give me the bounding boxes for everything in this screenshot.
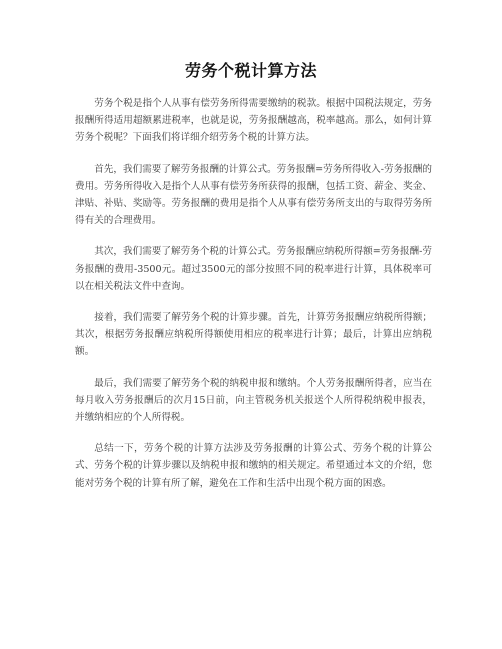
paragraph-calculation-steps: 接着，我们需要了解劳务个税的计算步骤。首先，计算劳务报酬应纳税所得额；其次，根据劳务报酬应纳税所得额使用相应的税率进行计算；最后，计算出应纳税额。: [75, 312, 432, 358]
document-body: [75, 95, 432, 506]
paragraph-summary: 总结一下，劳务个税的计算方法涉及劳务报酬的计算公式、劳务个税的计算公式、劳务个税的计算步骤以及纳税申报和缴纳的相关规定。希望通过本文的介绍，您能对劳务个税的计算有所了解，避免在工作和生活中出现个税方面的困惑。: [75, 443, 432, 489]
paragraph-tax-formula: 其次，我们需要了解劳务个税的计算公式。劳务报酬应纳税所得额=劳务报酬-劳务报酬的费用-3500元。超过3500元的部分按照不同的税率进行计算，具体税率可以在相关税法文件中查询。: [75, 246, 432, 292]
paragraph-reward-formula: 首先，我们需要了解劳务报酬的计算公式。劳务报酬=劳务所得收入-劳务报酬的费用。劳务所得收入是指个人从事有偿劳务所获得的报酬，包括工资、薪金、奖金、津贴、补贴、奖励等。劳务报酬的费用是指个人从事有偿劳务所支出的与取得劳务所得有关的合理费用。: [75, 163, 432, 227]
paragraph-intro: 劳务个税是指个人从事有偿劳务所得需要缴纳的税款。根据中国税法规定，劳务报酬所得适用超额累进税率，也就是说，劳务报酬越高，税率越高。那么，如何计算劳务个税呢？下面我们将详细介绍劳务个税的计算方法。: [75, 98, 432, 144]
paragraph-filing-payment: 最后，我们需要了解劳务个税的纳税申报和缴纳。个人劳务报酬所得者，应当在每月收入劳务报酬后的次月15日前，向主管税务机关报送个人所得税纳税申报表，并缴纳相应的个人所得税。: [75, 377, 432, 424]
document-title: 劳务个税计算方法: [184, 61, 317, 80]
